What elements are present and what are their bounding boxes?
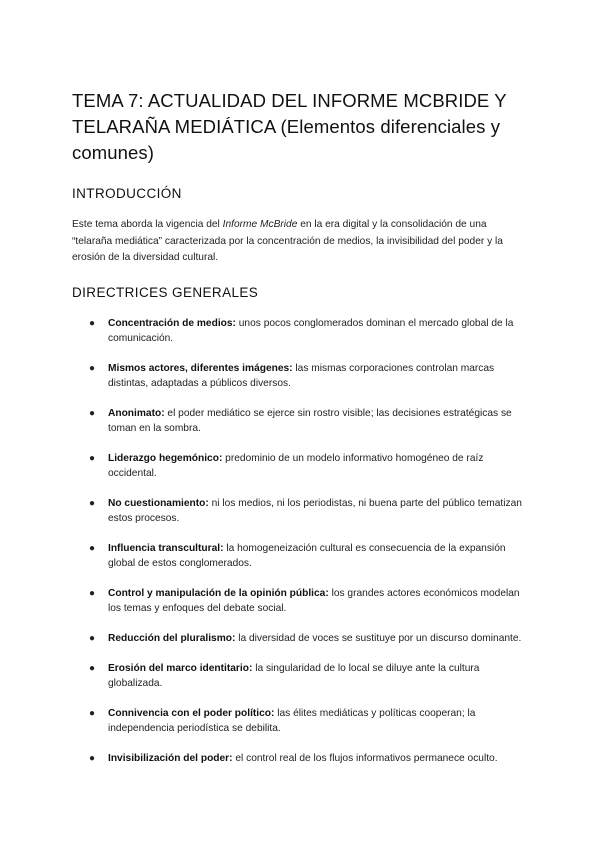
item-text: la singularidad de lo local se diluye ante la cultura globalizada. [108,662,480,689]
intro-paragraph [72,217,528,267]
list-item [72,751,528,766]
bullet-icon: ● [89,707,96,719]
list-item [72,631,528,646]
item-term: Invisibilización del poder: [108,752,233,764]
item-term: Mismos actores, diferentes imágenes: [108,362,293,374]
list-item [72,496,528,526]
item-text: las élites mediáticas y políticas cooperan; la independencia periodística se debilita. [108,707,476,734]
intro-text-before: Este tema aborda la vigencia del [72,219,223,230]
item-text: los grandes actores económicos modelan los temas y enfoques del debate social. [108,587,520,614]
list-item [72,661,528,691]
bullet-icon: ● [89,662,96,674]
bullet-icon: ● [89,587,96,599]
item-term: Reducción del pluralismo: [108,632,236,644]
item-term: Connivencia con el poder político: [108,707,275,719]
item-text: la diversidad de voces se sustituye por un discurso dominante. [235,632,522,644]
intro-emphasis: Informe McBride [222,219,298,230]
document-title: TEMA 7: ACTUALIDAD DEL INFORME MCBRIDE Y TELARAÑA MEDIÁTICA (Elementos diferenciales y comunes) [72,90,507,163]
item-term: Concentración de medios: [108,317,236,329]
item-term: No cuestionamiento: [108,497,209,509]
item-term: Liderazgo hegemónico: [108,452,223,464]
item-text: la homogeneización cultural es consecuencia de la expansión global de estos conglomerados. [108,542,506,569]
list-item [72,316,528,346]
intro-text-after: en la era digital y la consolidación de una “telaraña mediática” caracterizada por la concentración de medios, la invisibilidad del poder y la erosión de la diversidad cultural. [72,219,503,263]
bullet-icon: ● [89,407,96,419]
item-text: predominio de un modelo informativo homogéneo de raíz occidental. [108,452,484,479]
bullet-icon: ● [89,632,96,644]
bullet-icon: ● [89,452,96,464]
list-item [72,406,528,436]
item-text: las mismas corporaciones controlan marcas distintas, adaptadas a públicos diversos. [108,362,495,389]
list-item [72,361,528,391]
item-term: Influencia transcultural: [108,542,224,554]
item-text: el control real de los flujos informativos permanece oculto. [232,752,498,764]
item-term: Erosión del marco identitario: [108,662,253,674]
bullet-icon: ● [89,362,96,374]
list-item [72,541,528,571]
directives-list [72,316,528,766]
item-text: ni los medios, ni los periodistas, ni buena parte del público tematizan estos procesos. [108,497,522,524]
bullet-icon: ● [89,542,96,554]
list-item [72,706,528,736]
directives-heading: DIRECTRICES GENERALES [72,284,259,300]
item-text: unos pocos conglomerados dominan el mercado global de la comunicación. [108,317,514,344]
item-term: Control y manipulación de la opinión pública: [108,587,329,599]
intro-heading: INTRODUCCIÓN [72,186,182,201]
bullet-icon: ● [89,497,96,509]
list-item [72,451,528,481]
bullet-icon: ● [89,752,96,764]
list-item [72,586,528,616]
item-text: el poder mediático se ejerce sin rostro visible; las decisiones estratégicas se toman en la sombra. [108,407,512,434]
bullet-icon: ● [89,317,96,329]
item-term: Anonimato: [108,407,165,419]
